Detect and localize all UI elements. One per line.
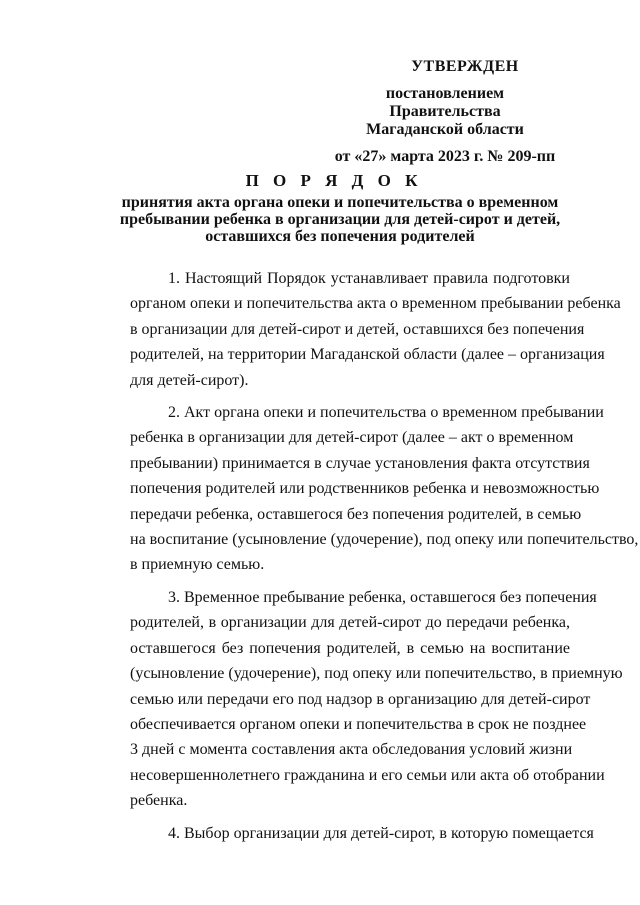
paragraph-2 — [92, 400, 639, 578]
text-line: обеспечивается органом опеки и попечительства в срок не позднее — [130, 715, 587, 733]
text-line: пребывании) принимается в случае установления факта отсутствия — [130, 454, 590, 472]
text-line: ребенка. — [130, 792, 188, 810]
text-line: на воспитание (усыновление (удочерение), под опеку или попечительство, — [130, 531, 639, 549]
approval-title: УТВЕРЖДЕН — [411, 58, 519, 75]
approval-date: от «27» марта 2023 г. № 209-пп — [334, 148, 556, 165]
text-line: ребенка в организации для детей-сирот (далее – акт о временном — [130, 429, 574, 447]
text-line: семью или передачи его под надзор в организацию для детей-сирот — [130, 690, 591, 708]
text-line: в организации для детей-сирот и детей, оставшихся без попечения — [130, 320, 585, 338]
text-line: органом опеки и попечительства акта о временном пребывании ребенка — [130, 295, 621, 313]
text-line: передачи ребенка, оставшегося без попечения родителей, в семью — [130, 505, 582, 523]
text-line: для детей-сирот). — [130, 371, 249, 389]
text-line: родителей, на территории Магаданской области (далее – организация — [130, 346, 605, 364]
text-line: в приемную семью. — [130, 556, 265, 574]
subtitle-line: пребывании ребенка в организации для детей-сирот и детей, — [119, 211, 561, 228]
text-line: (усыновление (удочерение), под опеку или попечительство, в приемную — [130, 665, 623, 683]
text-line: несовершеннолетнего гражданина и его семьи или акта об отобрании — [130, 766, 605, 784]
document-body — [92, 266, 639, 853]
subtitle-line: принятия акта органа опеки и попечительства о временном — [121, 194, 559, 211]
approval-decree-line: постановлением Правительства — [385, 85, 505, 120]
text-line: родителей, в организации для детей-сирот до передачи ребенка, — [130, 614, 570, 632]
text-line: оставшегося без попечения родителей, в семью на воспитание — [130, 639, 570, 657]
text-line: 1. Настоящий Порядок устанавливает правила подготовки — [168, 270, 570, 287]
subtitle-line: оставшихся без попечения родителей — [205, 228, 475, 245]
approval-region-line: Магаданской области — [366, 121, 524, 138]
approval-stamp — [330, 58, 560, 166]
document-subtitle — [100, 194, 580, 245]
text-line: попечения родителей или родственников ребенка и невозможностью — [130, 480, 600, 498]
text-line: 3 дней с момента составления акта обследования условий жизни — [130, 741, 573, 759]
paragraph-3 — [92, 585, 623, 814]
paragraph-1 — [92, 266, 621, 393]
document-title: П О Р Я Д О К — [245, 171, 423, 190]
text-line: 4. Выбор организации для детей-сирот, в которую помещается — [168, 824, 594, 842]
paragraph-4 — [92, 821, 594, 846]
text-line: 3. Временное пребывание ребенка, оставшегося без попечения — [168, 588, 597, 606]
text-line: 2. Акт органа опеки и попечительства о временном пребывании — [168, 404, 604, 422]
